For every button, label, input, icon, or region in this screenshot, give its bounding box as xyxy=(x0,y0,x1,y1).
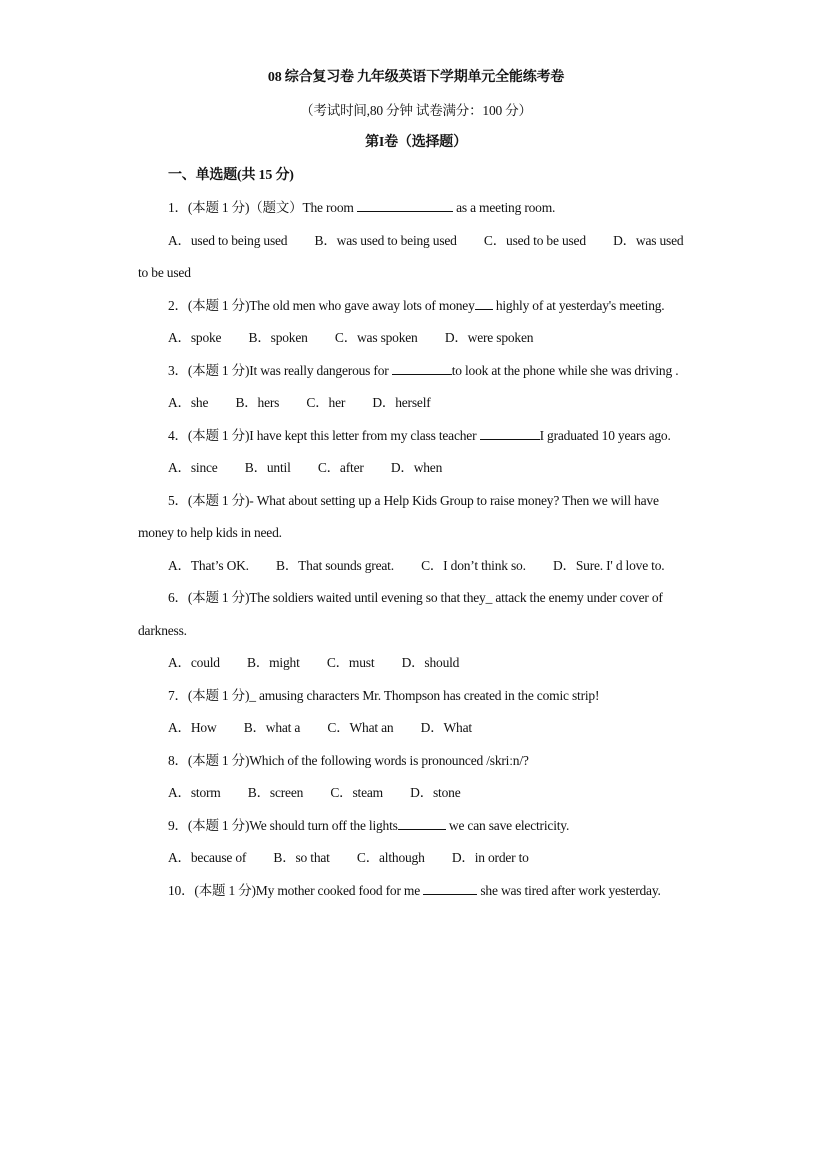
option-row xyxy=(138,225,694,290)
answer-option: D．Sure. I' d love to. xyxy=(552,557,665,573)
option-row xyxy=(138,647,694,680)
answer-blank xyxy=(475,297,493,310)
answer-option: B．might xyxy=(247,655,300,670)
exam-subtitle: （考试时间,80 分钟 试卷满分：100 分） xyxy=(300,102,532,118)
answer-option: C．I don’t think so. xyxy=(421,557,526,573)
answer-option: B．That sounds great. xyxy=(276,557,394,573)
answer-option: C．used to be used xyxy=(483,232,586,248)
answer-option: C．her xyxy=(306,395,346,410)
answer-option: A．That’s OK. xyxy=(168,557,249,573)
answer-option: A．could xyxy=(168,655,220,670)
question-stem: 10．(本题 1 分)My mother cooked food for me she was tired after work yesterday. xyxy=(168,882,661,898)
question-stem: 1．(本题 1 分)（题文）The room as a meeting room. xyxy=(168,200,556,215)
answer-option: B．was used to being used xyxy=(314,232,457,248)
answer-option: A．because of xyxy=(168,850,247,865)
answer-option: C．after xyxy=(317,460,364,475)
answer-blank xyxy=(423,882,477,895)
question-stem: 3．(本题 1 分)It was really dangerous for to look at the phone while she was driving . xyxy=(168,362,679,378)
question-stem: 8．(本题 1 分)Which of the following words is pronounced /skriːn/? xyxy=(168,752,529,768)
part-heading: 一、单选题(共 15 分) xyxy=(168,167,294,183)
answer-option: A．used to being used xyxy=(168,232,288,248)
answer-option: A．storm xyxy=(168,785,221,800)
answer-option: A．since xyxy=(168,460,218,475)
question-stem: 6．(本题 1 分)The soldiers waited until evening so that they_ attack the enemy under cover of darkness. xyxy=(138,590,663,638)
answer-option: B．so that xyxy=(273,850,330,865)
section-title: 第I卷（选择题） xyxy=(365,135,467,150)
question-stem: 2．(本题 1 分)The old men who gave away lots of money highly of at yesterday's meeting. xyxy=(168,297,665,313)
option-row xyxy=(138,322,694,355)
answer-option: D．were spoken xyxy=(444,330,534,345)
answer-option: D．stone xyxy=(410,785,461,800)
answer-option: C．although xyxy=(356,850,425,865)
answer-option: C．must xyxy=(326,655,375,670)
answer-option: C．was spoken xyxy=(334,330,418,345)
answer-option: B．hers xyxy=(235,395,280,410)
answer-option: C．What an xyxy=(327,720,394,735)
answer-option: D．in order to xyxy=(451,850,529,865)
answer-option: B．what a xyxy=(243,720,301,735)
option-row xyxy=(138,452,694,485)
exam-title: 08 综合复习卷 九年级英语下学期单元全能练考卷 xyxy=(267,70,565,85)
answer-blank xyxy=(357,199,453,212)
answer-blank xyxy=(392,362,452,375)
answer-blank xyxy=(480,427,540,440)
answer-option: A．spoke xyxy=(168,330,222,345)
answer-option: D．herself xyxy=(372,395,431,410)
answer-option: D．should xyxy=(401,655,460,670)
answer-option: B．screen xyxy=(247,785,304,800)
option-row xyxy=(138,842,694,875)
option-row xyxy=(138,387,694,420)
exam-page xyxy=(138,62,694,907)
option-row xyxy=(138,550,694,583)
question-stem: 5．(本题 1 分)- What about setting up a Help Kids Group to raise money? Then we will have money to help kids in need. xyxy=(138,492,659,540)
answer-option: D．What xyxy=(420,720,472,735)
option-row xyxy=(138,777,694,810)
answer-option: D．was used to be used xyxy=(138,232,684,280)
question-list xyxy=(138,192,694,907)
question-stem: 9．(本题 1 分)We should turn off the lights we can save electricity. xyxy=(168,817,570,833)
answer-option: A．she xyxy=(168,395,209,410)
question-stem: 4．(本题 1 分)I have kept this letter from my class teacher I graduated 10 years ago. xyxy=(168,427,671,443)
answer-option: B．spoken xyxy=(248,330,308,345)
question-stem: 7．(本题 1 分)_ amusing characters Mr. Thompson has created in the comic strip! xyxy=(168,687,600,703)
option-row xyxy=(138,712,694,745)
answer-blank xyxy=(398,817,446,830)
answer-option: C．steam xyxy=(330,785,383,800)
answer-option: B．until xyxy=(244,460,291,475)
answer-option: A．How xyxy=(168,720,217,735)
answer-option: D．when xyxy=(390,460,443,475)
